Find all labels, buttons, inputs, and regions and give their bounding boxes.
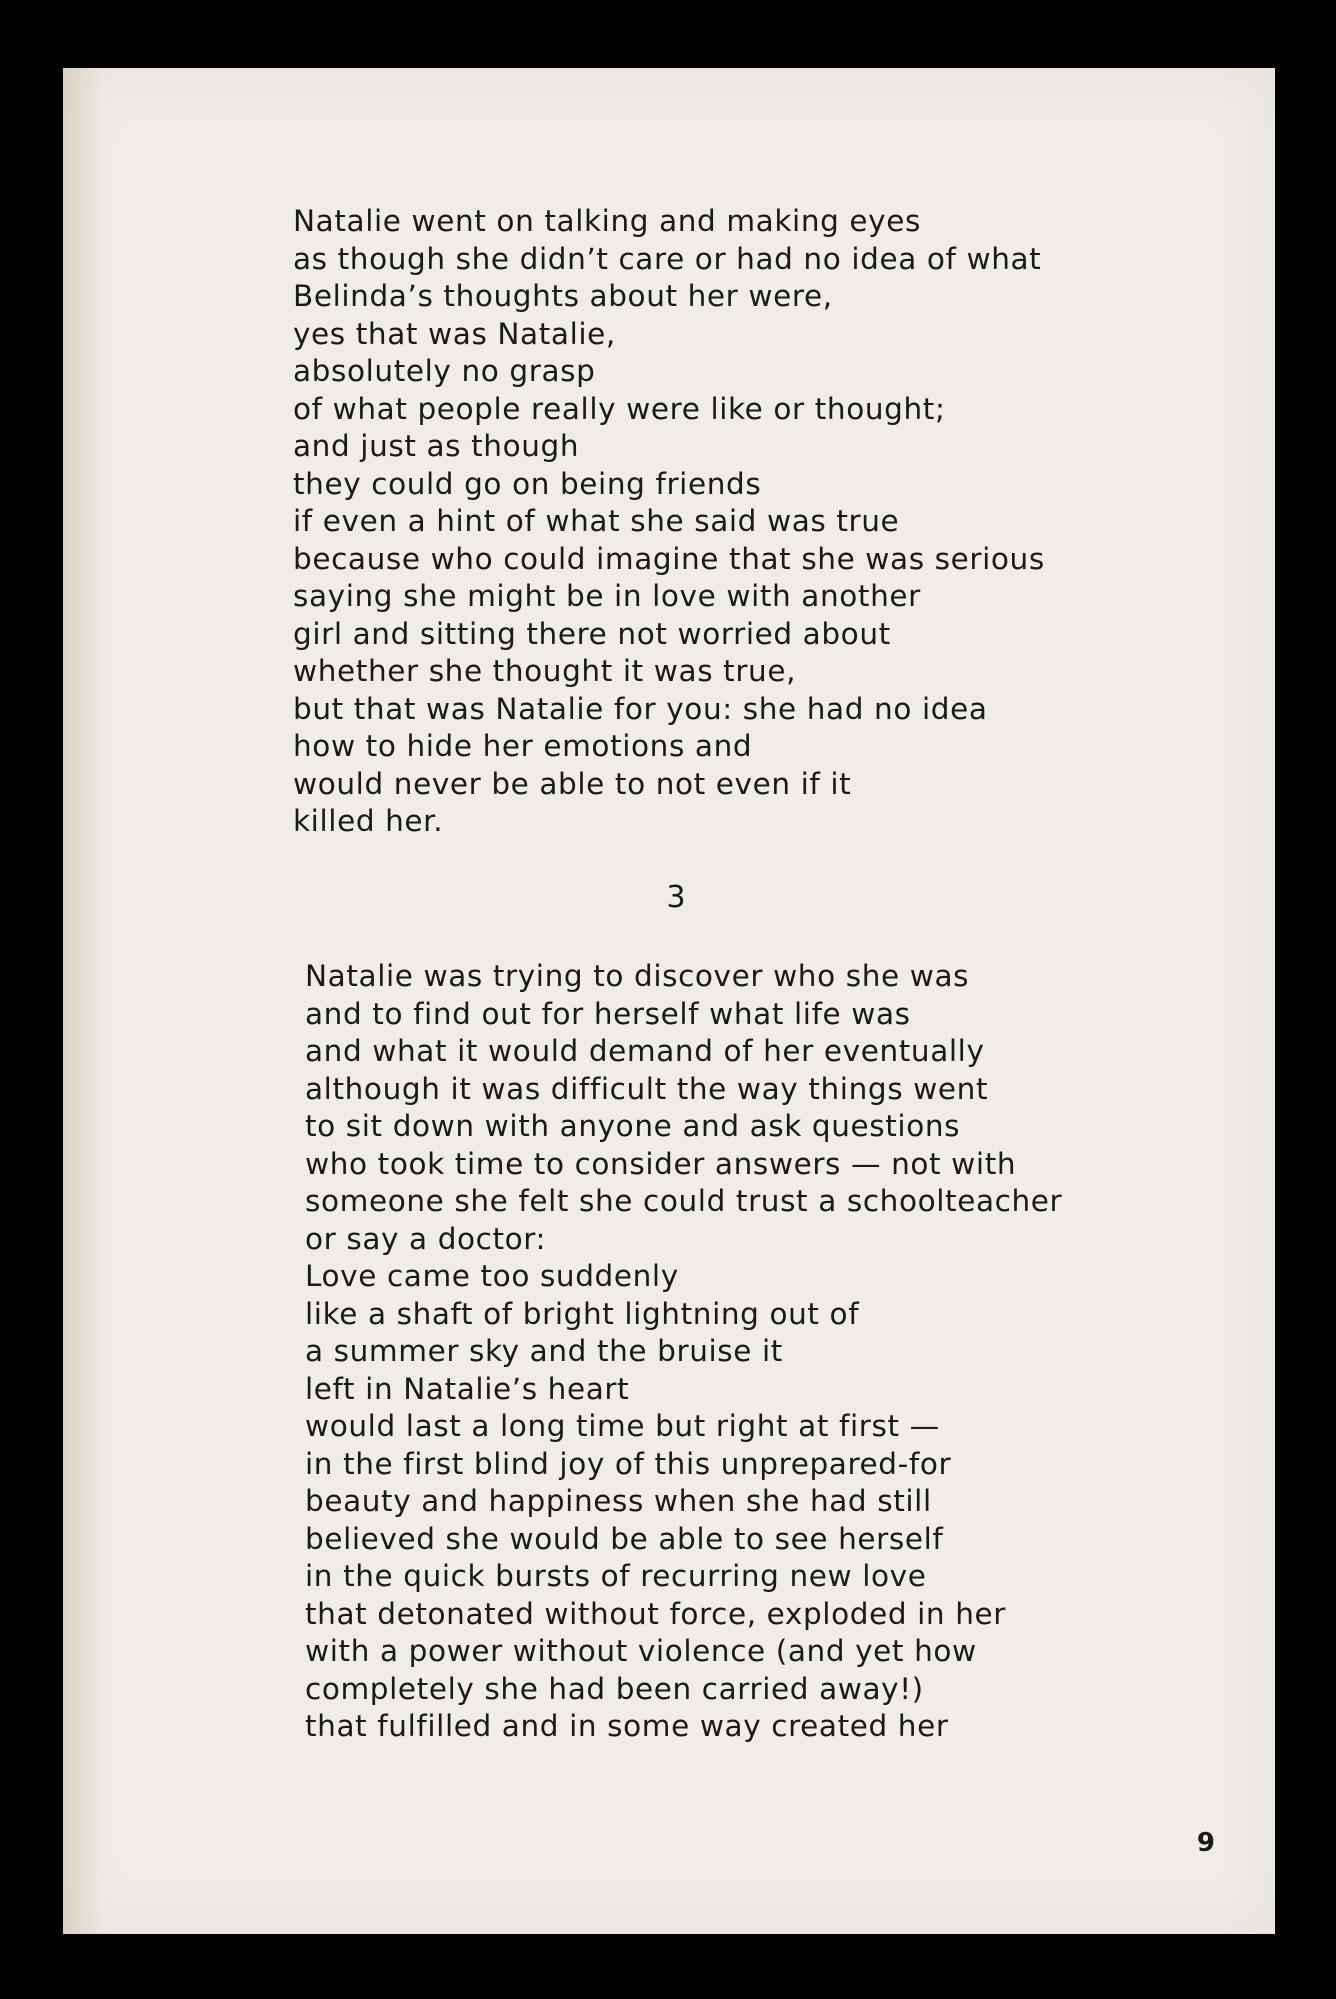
poem-line: killed her. [293,804,444,838]
poem-line: in the quick bursts of recurring new love [305,1559,927,1593]
poem-line: whether she thought it was true, [293,654,797,688]
poem-line: or say a doctor: [305,1221,547,1256]
section-number: 3 [666,880,686,915]
poem-line: if even a hint of what she said was true [293,504,900,538]
book-page [63,68,1275,1934]
poem-stanza-1 [293,203,1045,841]
poem-line: but that was Natalie for you: she had no idea [293,691,988,726]
poem-line: girl and sitting there not worried about [293,616,891,651]
poem-line: to sit down with anyone and ask questions [305,1109,961,1143]
poem-line: left in Natalie’s heart [305,1371,630,1406]
poem-line: and what it would demand of her eventually [305,1034,985,1068]
poem-line: absolutely no grasp [293,354,596,388]
page-gutter-shadow [63,68,103,1934]
poem-line: Love came too suddenly [305,1259,679,1293]
poem-line: because who could imagine that she was serious [293,541,1045,576]
poem-line: completely she had been carried away!) [305,1671,924,1706]
poem-line: how to hide her emotions and [293,729,753,763]
poem-line: although it was difficult the way things went [305,1071,989,1106]
poem-line: they could go on being friends [293,466,762,501]
poem-line: and just as though [293,429,580,463]
poem-line: of what people really were like or thought; [293,391,946,426]
poem-line: someone she felt she could trust a schoolteacher [305,1184,1063,1218]
poem-line: with a power without violence (and yet how [305,1634,977,1668]
poem-line: believed she would be able to see herself [305,1521,944,1556]
poem-line: Natalie was trying to discover who she was [305,959,970,993]
poem-line: saying she might be in love with another [293,579,921,613]
poem-stanza-2 [305,958,1062,1746]
poem-line: in the first blind joy of this unprepared-for [305,1446,952,1481]
poem-line: yes that was Natalie, [293,316,616,351]
poem-line: that fulfilled and in some way created her [305,1709,949,1743]
poem-line: that detonated without force, exploded in her [305,1596,1006,1631]
poem-line: as though she didn’t care or had no idea of what [293,241,1042,276]
poem-line: beauty and happiness when she had still [305,1484,932,1518]
poem-line: Belinda’s thoughts about her were, [293,279,833,313]
page-number: 9 [1196,1828,1215,1858]
poem-line: and to find out for herself what life was [305,996,911,1031]
poem-line: would last a long time but right at first — [305,1409,940,1443]
poem-line: who took time to consider answers — not with [305,1146,1017,1181]
poem-line: would never be able to not even if it [293,766,852,801]
poem-line: like a shaft of bright lightning out of [305,1296,860,1331]
poem-line: a summer sky and the bruise it [305,1334,783,1368]
poem-line: Natalie went on talking and making eyes [293,204,921,238]
